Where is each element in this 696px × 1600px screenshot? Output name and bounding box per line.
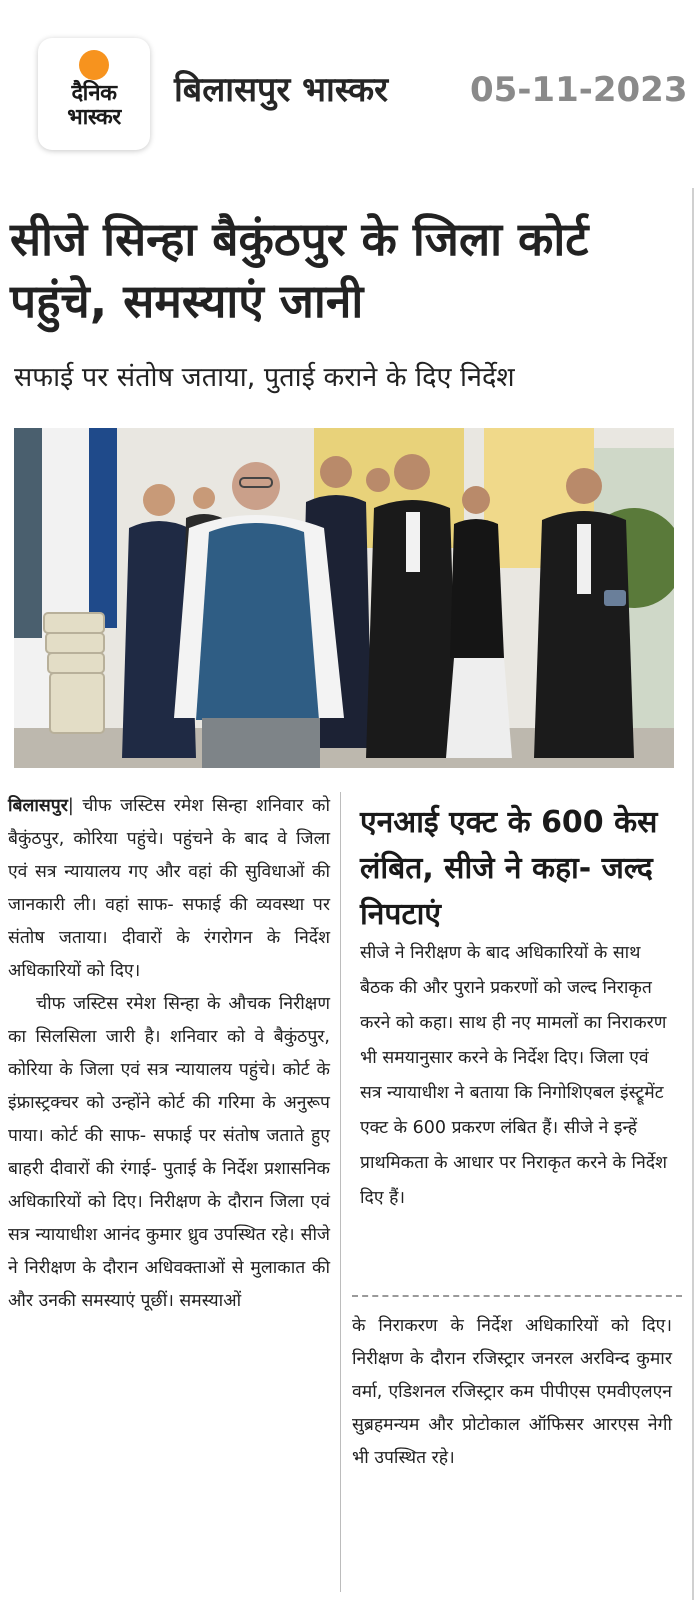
article-paragraph-1: बिलासपुर| चीफ जस्टिस रमेश सिन्हा शनिवार को बैकुंठपुर, कोरिया पहुंचे। पहुंचने के बाद वे जिला एवं सत्र न्यायालय गए और वहां की सुविधाओं की जानकारी ली। वहां साफ- सफाई की व्यवस्था पर संतोष जताया। दीवारों के रंगरोगन के निर्देश अधिकारियों को दिए।	[8, 796, 331, 981]
page-edge-rule	[692, 188, 694, 1600]
court-visit-photo-illustration	[14, 428, 674, 768]
logo-text-line2: भास्कर	[67, 105, 121, 130]
article-body-left-column	[8, 790, 330, 1318]
dashed-separator	[352, 1295, 682, 1297]
edition-name: बिलासपुर भास्कर	[174, 70, 389, 110]
logo-sun-icon	[79, 50, 109, 80]
sidebar-box-body: सीजे ने निरीक्षण के बाद अधिकारियों के साथ बैठक की और पुराने प्रकरणों को जल्द निराकृत करने को कहा। साथ ही नए मामलों का निराकरण भी समयानुसार करने के निर्देश दिए। जिला एवं सत्र न्यायाधीश ने बताया कि निगोशिएबल इंस्ट्रूमेंट एक्ट के 600 प्रकरण लंबित हैं। सीजे ने इन्हें प्राथमिकता के आधार पर निराकृत करने के निर्देश दिए हैं।	[360, 943, 667, 1208]
article-paragraph-1-text: चीफ जस्टिस रमेश सिन्हा शनिवार को बैकुंठपुर, कोरिया पहुंचे। पहुंचने के बाद वे जिला एवं सत्र न्यायालय गए और वहां की सुविधाओं की जानकारी ली। वहां साफ- सफाई की व्यवस्था पर संतोष जताया। दीवारों के रंगरोगन के निर्देश अधिकारियों को दिए।	[8, 796, 331, 981]
article-photo	[14, 428, 674, 768]
dateline: बिलासपुर	[8, 796, 68, 816]
dainik-bhaskar-logo	[38, 38, 150, 150]
article-body-continuation: के निराकरण के निर्देश अधिकारियों को दिए। निरीक्षण के दौरान रजिस्ट्रार जनरल अरविन्द कुमार वर्मा, एडिशनल रजिस्ट्रार कम पीपीएस एमवीएलएन सुब्रहमन्यम और प्रोटोकाल ऑफिसर आरएस नेगी भी उपस्थित रहे।	[352, 1316, 672, 1468]
logo-text-line1: दैनिक	[71, 81, 117, 106]
article-subheadline: सफाई पर संतोष जताया, पुताई कराने के दिए निर्देश	[14, 362, 515, 393]
article-paragraph-2: चीफ जस्टिस रमेश सिन्हा के औचक निरीक्षण का सिलसिला जारी है। शनिवार को वे बैकुंठपुर, कोरिया के जिला एवं सत्र न्यायालय पहुंचे। कोर्ट के इंफ्रास्ट्रक्चर को उन्होंने कोर्ट की गरिमा के अनुरूप पाया। कोर्ट की साफ- सफाई पर संतोष जताते हुए बाहरी दीवारों की रंगाई- पुताई के निर्देश प्रशासनिक अधिकारियों को दिए। निरीक्षण के दौरान जिला एवं सत्र न्यायाधीश आनंद कुमार ध्रुव उपस्थित रहे। सीजे ने निरीक्षण के दौरान अधिवक्ताओं से मुलाकात की और उनकी समस्याएं पूछीं। समस्याओं	[8, 994, 330, 1311]
article-headline: सीजे सिन्हा बैकुंठपुर के जिला कोर्ट पहुंचे, समस्याएं जानी	[10, 212, 589, 328]
edition-date: 05-11-2023	[470, 70, 688, 110]
sidebar-box-title: एनआई एक्ट के 600 केस लंबित, सीजे ने कहा- जल्द निपटाएं	[360, 805, 658, 932]
column-divider	[340, 792, 341, 1592]
